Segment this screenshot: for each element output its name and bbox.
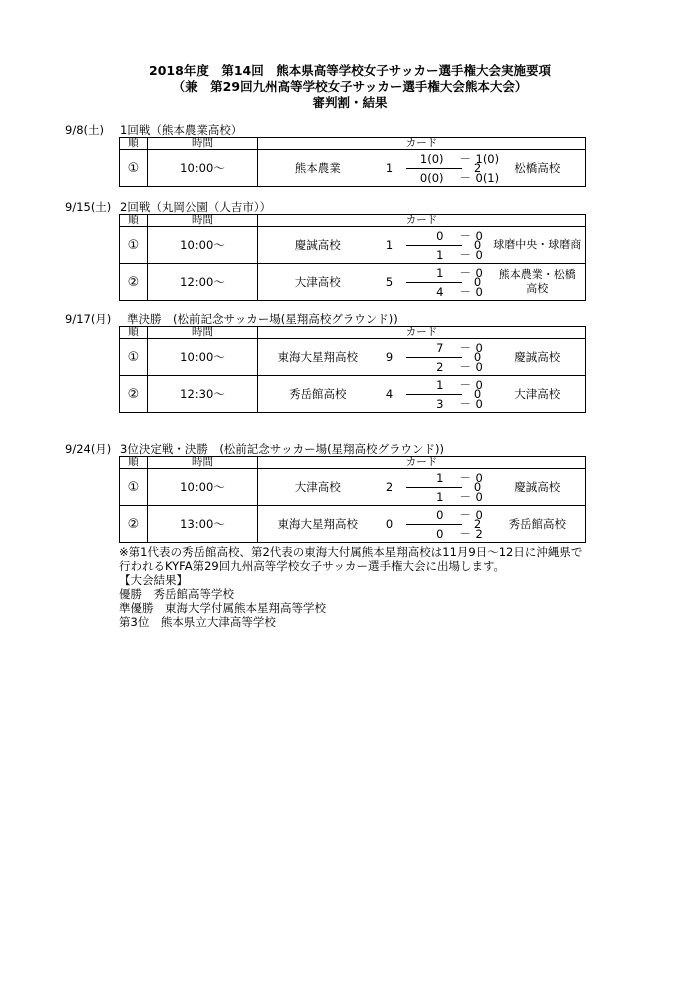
section-round: 3位決定戦・決勝 (松前記念サッカー場(星翔高校グラウンド)) (120, 442, 445, 456)
team-right: 慶誠高校 (490, 339, 586, 376)
half1-right: 0 (475, 378, 483, 392)
divider (406, 168, 462, 169)
half1-left: 1 (436, 471, 444, 485)
half1-right: 0 (475, 341, 483, 355)
team-right: 球磨中央・球磨商 (490, 227, 586, 264)
dash: － (459, 397, 471, 411)
score-right: 0 (473, 350, 482, 364)
team-left: 大津高校 (258, 469, 378, 506)
section-2-heading (65, 201, 271, 214)
team-left: 大津高校 (258, 264, 378, 301)
note-line-1: ※第1代表の秀岳館高校、第2代表の東海大付属熊本星翔高校は11月9日～12日に沖縄県で (119, 545, 583, 559)
dash: － (459, 152, 471, 166)
dash: － (459, 285, 471, 299)
table-row (120, 150, 586, 187)
match-number: ② (120, 376, 148, 413)
dash: － (459, 378, 471, 392)
doc-title-line1: 2018年度 第14回 熊本県高等学校女子サッカー選手権大会実施要項 (149, 63, 551, 78)
dash: － (459, 527, 471, 541)
team-right: 大津高校 (490, 376, 586, 413)
header-order: 順 (120, 327, 148, 339)
half2-right: 2 (475, 527, 483, 541)
team-left: 熊本農業 (258, 150, 378, 187)
half2-right: 0 (475, 397, 483, 411)
section-round: 1回戦（熊本農業高校） (120, 123, 243, 137)
divider (406, 245, 462, 246)
match-number: ① (120, 227, 148, 264)
half2-left: 0(0) (419, 171, 444, 185)
header-order: 順 (120, 215, 148, 227)
table-row (120, 376, 586, 413)
score-left: 5 (385, 275, 394, 289)
section-3-heading (65, 313, 398, 326)
section-4-heading (65, 443, 444, 456)
half1-left: 0 (436, 229, 444, 243)
dash: － (459, 471, 471, 485)
half1-right: 0 (475, 471, 483, 485)
match-table-3 (119, 326, 586, 413)
section-date: 9/8(土) (65, 123, 104, 137)
header-card: カード (258, 327, 586, 339)
half1-right: 0 (475, 266, 483, 280)
half2-right: 0 (475, 248, 483, 262)
score-right: 0 (473, 387, 482, 401)
score-left: 0 (385, 517, 394, 531)
half2-right: 0(1) (475, 171, 500, 185)
table-row (120, 264, 586, 301)
divider (406, 357, 462, 358)
header-card: カード (258, 457, 586, 469)
section-date: 9/24(月) (65, 442, 112, 456)
half2-left: 3 (436, 397, 444, 411)
section-date: 9/17(月) (65, 312, 112, 326)
results-title: 【大会結果】 (119, 573, 188, 587)
match-number: ① (120, 339, 148, 376)
section-round: 準決勝 (松前記念サッカー場(星翔高校グラウンド)) (127, 312, 398, 326)
match-number: ① (120, 469, 148, 506)
dash: － (459, 490, 471, 504)
match-number: ② (120, 264, 148, 301)
score-left: 9 (385, 350, 394, 364)
header-time: 時間 (148, 327, 258, 339)
match-table-1 (119, 137, 586, 187)
team-right: 松橋高校 (490, 150, 586, 187)
match-time: 10:00～ (148, 469, 258, 506)
match-time: 12:30～ (148, 376, 258, 413)
dash: － (459, 508, 471, 522)
divider (406, 524, 462, 525)
match-table-4 (119, 456, 586, 543)
score-card (378, 339, 490, 376)
header-time: 時間 (148, 457, 258, 469)
table-row (120, 227, 586, 264)
section-date: 9/15(土) (65, 200, 112, 214)
half1-left: 1 (436, 378, 444, 392)
team-left: 秀岳館高校 (258, 376, 378, 413)
score-card (378, 227, 490, 264)
score-card (378, 264, 490, 301)
half1-right: 0 (475, 229, 483, 243)
match-time: 10:00～ (148, 339, 258, 376)
half2-right: 0 (475, 490, 483, 504)
team-right: 秀岳館高校 (490, 506, 586, 543)
half2-right: 0 (475, 360, 483, 374)
dash: － (459, 341, 471, 355)
half1-left: 0 (436, 508, 444, 522)
half1-right: 0 (475, 508, 483, 522)
divider (406, 394, 462, 395)
header-time: 時間 (148, 215, 258, 227)
half2-right: 0 (475, 285, 483, 299)
dash: － (459, 229, 471, 243)
result-third: 第3位 熊本県立大津高等学校 (119, 615, 276, 629)
divider (406, 487, 462, 488)
half1-right: 1(0) (475, 152, 500, 166)
match-time: 10:00～ (148, 150, 258, 187)
score-card (378, 150, 500, 187)
match-number: ② (120, 506, 148, 543)
header-time: 時間 (148, 138, 258, 150)
half2-left: 1 (436, 248, 444, 262)
score-left: 1 (385, 238, 394, 252)
table-row (120, 469, 586, 506)
score-right: 0 (473, 238, 482, 252)
header-card: カード (258, 215, 586, 227)
half2-left: 1 (436, 490, 444, 504)
dash: － (459, 360, 471, 374)
doc-title-line3: 審判割・結果 (312, 95, 388, 110)
score-right: 2 (473, 517, 482, 531)
score-right: 0 (473, 275, 482, 289)
team-left: 慶誠高校 (258, 227, 378, 264)
score-left: 2 (385, 480, 394, 494)
table-row (120, 506, 586, 543)
score-left: 4 (385, 387, 394, 401)
half1-left: 1(0) (419, 152, 444, 166)
match-time: 10:00～ (148, 227, 258, 264)
team-left: 東海大星翔高校 (258, 339, 378, 376)
table-row (120, 339, 586, 376)
result-runner-up: 準優勝 東海大学付属熊本星翔高等学校 (119, 601, 326, 615)
score-right: 0 (473, 480, 482, 494)
match-number: ① (120, 150, 148, 187)
header-card: カード (258, 138, 586, 150)
section-round: 2回戦（丸岡公園（人吉市）） (120, 200, 272, 214)
match-time: 13:00～ (148, 506, 258, 543)
result-winner: 優勝 秀岳館高等学校 (119, 587, 234, 601)
score-card (378, 376, 490, 413)
header-order: 順 (120, 138, 148, 150)
team-right: 慶誠高校 (490, 469, 586, 506)
match-time: 12:00～ (148, 264, 258, 301)
half2-left: 0 (436, 527, 444, 541)
divider (406, 282, 462, 283)
half1-left: 7 (436, 341, 444, 355)
half1-left: 1 (436, 266, 444, 280)
dash: － (459, 248, 471, 262)
score-left: 1 (385, 161, 394, 175)
half2-left: 4 (436, 285, 444, 299)
team-right: 熊本農業・松橋高校 (490, 264, 586, 301)
header-order: 順 (120, 457, 148, 469)
score-card (378, 469, 490, 506)
note-line-2: 行われるKYFA第29回九州高等学校女子サッカー選手権大会に出場します。 (119, 559, 506, 573)
dash: － (459, 266, 471, 280)
match-table-2 (119, 214, 586, 301)
team-left: 東海大星翔高校 (258, 506, 378, 543)
section-1-heading (65, 124, 242, 137)
half2-left: 2 (436, 360, 444, 374)
dash: － (459, 171, 471, 185)
doc-title-line2: （兼 第29回九州高等学校女子サッカー選手権大会熊本大会） (172, 79, 528, 94)
score-right: 2 (473, 161, 482, 175)
score-card (378, 506, 490, 543)
